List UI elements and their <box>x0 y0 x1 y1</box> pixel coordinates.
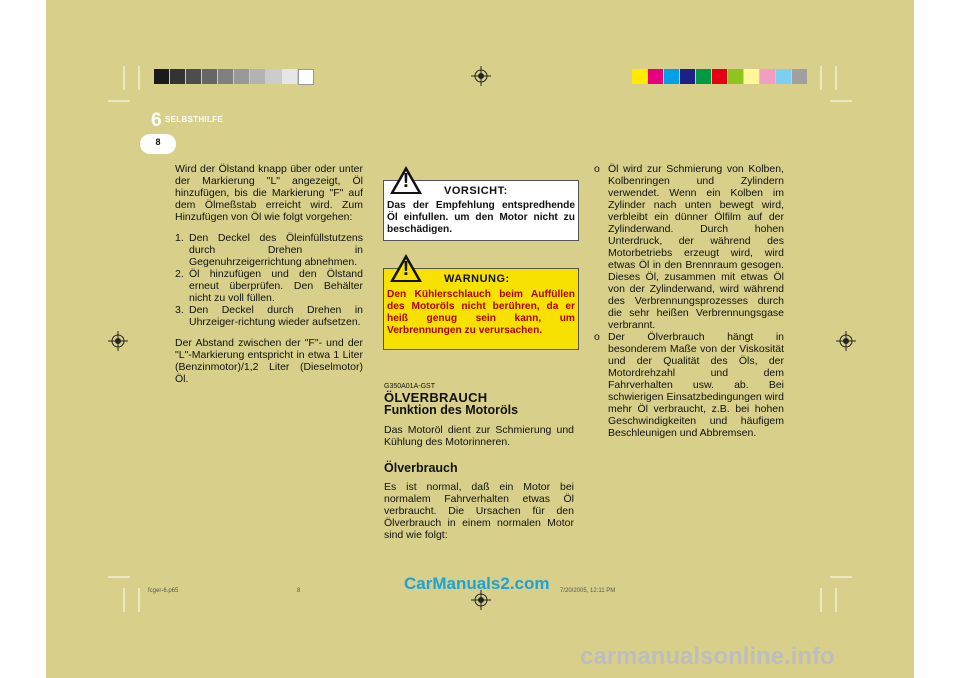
watermark-text: carmanualsonline.info <box>580 643 835 670</box>
caution-triangle-icon <box>390 166 422 194</box>
warning-title: WARNUNG: <box>444 273 510 285</box>
chapter-number: 6 <box>151 110 162 131</box>
footer-timestamp: 7/20/2005, 12:11 PM <box>560 588 616 594</box>
section-subheading: Funktion des Motoröls <box>384 403 519 417</box>
bullet-item: o Öl wird zur Schmierung von Kolben, Kolbenringen und Zylindern verwendet. Wenn ein Kolben im Zylinder nach unten bewegt wird, verbleibt ein dünner Ölfilm auf der Zylinderwand. Durch hohen Unterdruck, der während des Motorbetriebs erzeugt wird, wird etwas Öl in den Brennraum gesogen. Dieses Öl, zusammen mit etwas Öl von der Zylinderwand, wird während des Verbrennungsprozesses durch die sehr heißen Verbrennungsgase verbrannt. <box>594 163 784 331</box>
section-subheading-2: Ölverbrauch <box>384 461 458 475</box>
registration-mark-icon <box>108 331 128 351</box>
warning-triangle-icon <box>390 254 422 282</box>
page-number: 8 <box>155 137 161 147</box>
footer-page: 8 <box>297 588 301 594</box>
step-item: 2. Öl hinzufügen und den Ölstand erneut überprüfen. Den Behälter nicht zu voll füllen. <box>175 268 363 304</box>
section-paragraph-2: Es ist normal, daß ein Motor bei normalem Fahrverhalten etwas Öl verbraucht. Die Ursachen für den Ölverbrauch in einem normalen Motor sind wie folgt: <box>384 481 574 541</box>
registration-mark-icon <box>471 66 491 86</box>
step-item: 3. Den Deckel durch Drehen in Uhrzeiger-richtung wieder aufsetzen. <box>175 304 363 328</box>
chapter-title: SELBSTHILFE <box>165 115 223 124</box>
registration-mark-icon <box>836 331 856 351</box>
step-item: 1. Den Deckel des Öleinfüllstutzens durch Drehen in Gegenuhrzeigerrichtung abnehmen. <box>175 232 363 268</box>
warning-text: Den Kühlerschlauch beim Auffüllen des Motoröls nicht berühren, da er heiß genug sein kann, um Verbrennungen zu verursachen. <box>387 289 575 336</box>
intro-paragraph: Wird der Ölstand knapp über oder unter der Markierung "L" angezeigt, Öl hinzufügen, bis die Markierung "F" auf dem Ölmeßstab erreicht wird. Zum Hinzufügen von Öl wie folgt vorgehen: <box>175 163 363 223</box>
section-heading: ÖLVERBRAUCH <box>384 390 488 405</box>
caution-title: VORSICHT: <box>444 185 508 197</box>
page-number-tab <box>140 134 176 154</box>
left-column <box>175 163 363 385</box>
section-paragraph-1: Das Motoröl dient zur Schmierung und Kühlung des Motorinneren. <box>384 424 574 448</box>
footer-filename: fcger-6.p65 <box>148 588 179 594</box>
caution-text: Das der Empfehlung entspredhende Öl einfullen. um den Motor nicht zu beschädigen. <box>387 200 575 235</box>
outro-paragraph: Der Abstand zwischen der "F"- und der "L"-Markierung entspricht in etwa 1 Liter (Benzinmotor)/1,2 Liter (Dieselmotor) Öl. <box>175 337 363 385</box>
bullet-item: o Der Ölverbrauch hängt in besonderem Maße von der Viskosität und der Qualität des Öls, der Motordrehzahl und dem Fahrverhalten usw. ab. Bei schwierigen Einsatzbedingungen wird mehr Öl verbraucht, z.B. bei hohen Geschwindigkeiten und häufigem Beschleunigen und Abbremsen. <box>594 331 784 439</box>
right-column <box>594 163 784 439</box>
watermark-link[interactable]: CarManuals2.com <box>404 574 550 593</box>
exclamation-icon: ! <box>402 170 410 192</box>
exclamation-icon: ! <box>402 258 410 280</box>
section-code: G350A01A-GST <box>384 383 435 390</box>
